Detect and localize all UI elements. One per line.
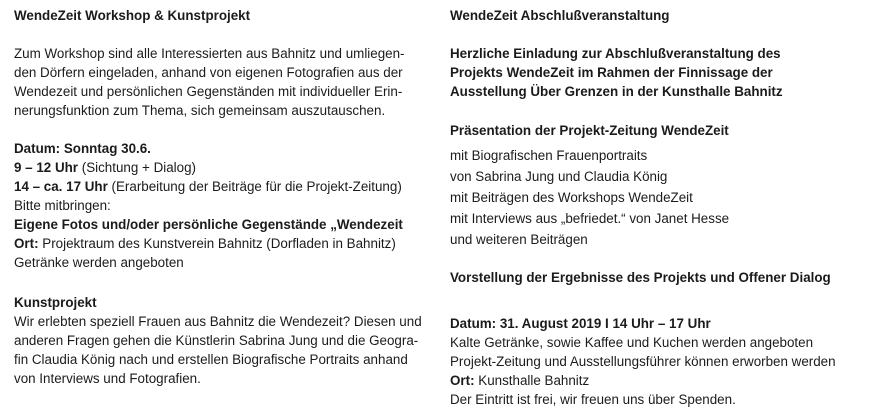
slot2-desc: (Erarbeitung der Beiträge für die Projekt-Zeitung) bbox=[107, 179, 402, 194]
workshop-intro bbox=[14, 44, 405, 120]
bring-label: Bitte mitbringen: bbox=[14, 198, 111, 213]
vorstellung-heading: Vorstellung der Ergebnisse des Projekts und Offener Dialog bbox=[450, 270, 831, 285]
intro-line: Zum Workshop sind alle Interessierten aus Bahnitz und umliegen- bbox=[14, 46, 405, 61]
workshop-date: Datum: Sonntag 30.6. bbox=[14, 141, 151, 156]
workshop-details bbox=[14, 139, 403, 272]
intro-line: den Dörfern eingeladen, anhand von eigenen Fotografien aus der bbox=[14, 65, 403, 80]
kunst-line: fin Claudia König nach und erstellen Biografische Portraits anhand bbox=[14, 352, 408, 367]
praes-item: und weiteren Beiträgen bbox=[450, 232, 588, 247]
kunstprojekt-title: Kunstprojekt bbox=[14, 295, 97, 310]
event-location bbox=[450, 371, 836, 390]
invite-line: Herzliche Einladung zur Abschlußveranstaltung des bbox=[450, 46, 781, 61]
invitation bbox=[450, 44, 783, 101]
abschluss-title: WendeZeit Abschlußveranstaltung bbox=[450, 8, 670, 23]
praes-item: von Sabrina Jung und Claudia König bbox=[450, 169, 668, 184]
time-slot-1 bbox=[14, 158, 403, 177]
event-detail-line: Kalte Getränke, sowie Kaffee und Kuchen werden angeboten bbox=[450, 335, 814, 350]
time-slot-2 bbox=[14, 177, 403, 196]
slot1-time: 9 – 12 Uhr bbox=[14, 160, 79, 175]
praes-item: mit Biografischen Frauenportraits bbox=[450, 148, 648, 163]
slot2-time: 14 – ca. 17 Uhr bbox=[14, 179, 108, 194]
kunst-line: von Interviews und Fotografien. bbox=[14, 371, 201, 386]
workshop-location bbox=[14, 234, 403, 253]
slot1-desc: (Sichtung + Dialog) bbox=[78, 160, 196, 175]
bring-items: Eigene Fotos und/oder persönliche Gegenstände „Wendezeit bbox=[14, 217, 403, 232]
entry-note: Der Eintritt ist frei, wir freuen uns über Spenden. bbox=[450, 392, 736, 407]
intro-line: nerungsfunktion zum Thema, sich gemeinsam auszutauschen. bbox=[14, 103, 386, 118]
invite-line: Projekts WendeZeit im Rahmen der Finnissage der bbox=[450, 65, 773, 80]
praes-item: mit Beiträgen des Workshops WendeZeit bbox=[450, 190, 693, 205]
ort-label: Ort: bbox=[14, 236, 39, 251]
workshop-title: WendeZeit Workshop & Kunstprojekt bbox=[14, 8, 251, 23]
praesentation-list bbox=[450, 145, 729, 250]
event-details bbox=[450, 314, 836, 409]
intro-line: Wendezeit und persönlichen Gegenständen mit individueller Erin- bbox=[14, 84, 403, 99]
event-date: Datum: 31. August 2019 I 14 Uhr – 17 Uhr bbox=[450, 316, 711, 331]
kunst-line: Wir erlebten speziell Frauen aus Bahnitz die Wendezeit? Diesen und bbox=[14, 314, 422, 329]
praesentation-title: Präsentation der Projekt-Zeitung WendeZeit bbox=[450, 123, 729, 138]
ort-value: Projektraum des Kunstverein Bahnitz (Dorfladen in Bahnitz) bbox=[38, 236, 396, 251]
ort-value: Kunsthalle Bahnitz bbox=[474, 373, 590, 388]
kunstprojekt-text bbox=[14, 312, 422, 388]
kunst-line: anderen Fragen gehen die Künstlerin Sabrina Jung und die Geogra- bbox=[14, 333, 419, 348]
drinks-note: Getränke werden angeboten bbox=[14, 255, 184, 270]
event-detail-line: Projekt-Zeitung und Ausstellungsführer können erworben werden bbox=[450, 354, 836, 369]
ort-label: Ort: bbox=[450, 373, 475, 388]
invite-line: Ausstellung Über Grenzen in der Kunsthalle Bahnitz bbox=[450, 84, 783, 99]
praes-item: mit Interviews aus „befriedet.“ von Janet Hesse bbox=[450, 211, 730, 226]
